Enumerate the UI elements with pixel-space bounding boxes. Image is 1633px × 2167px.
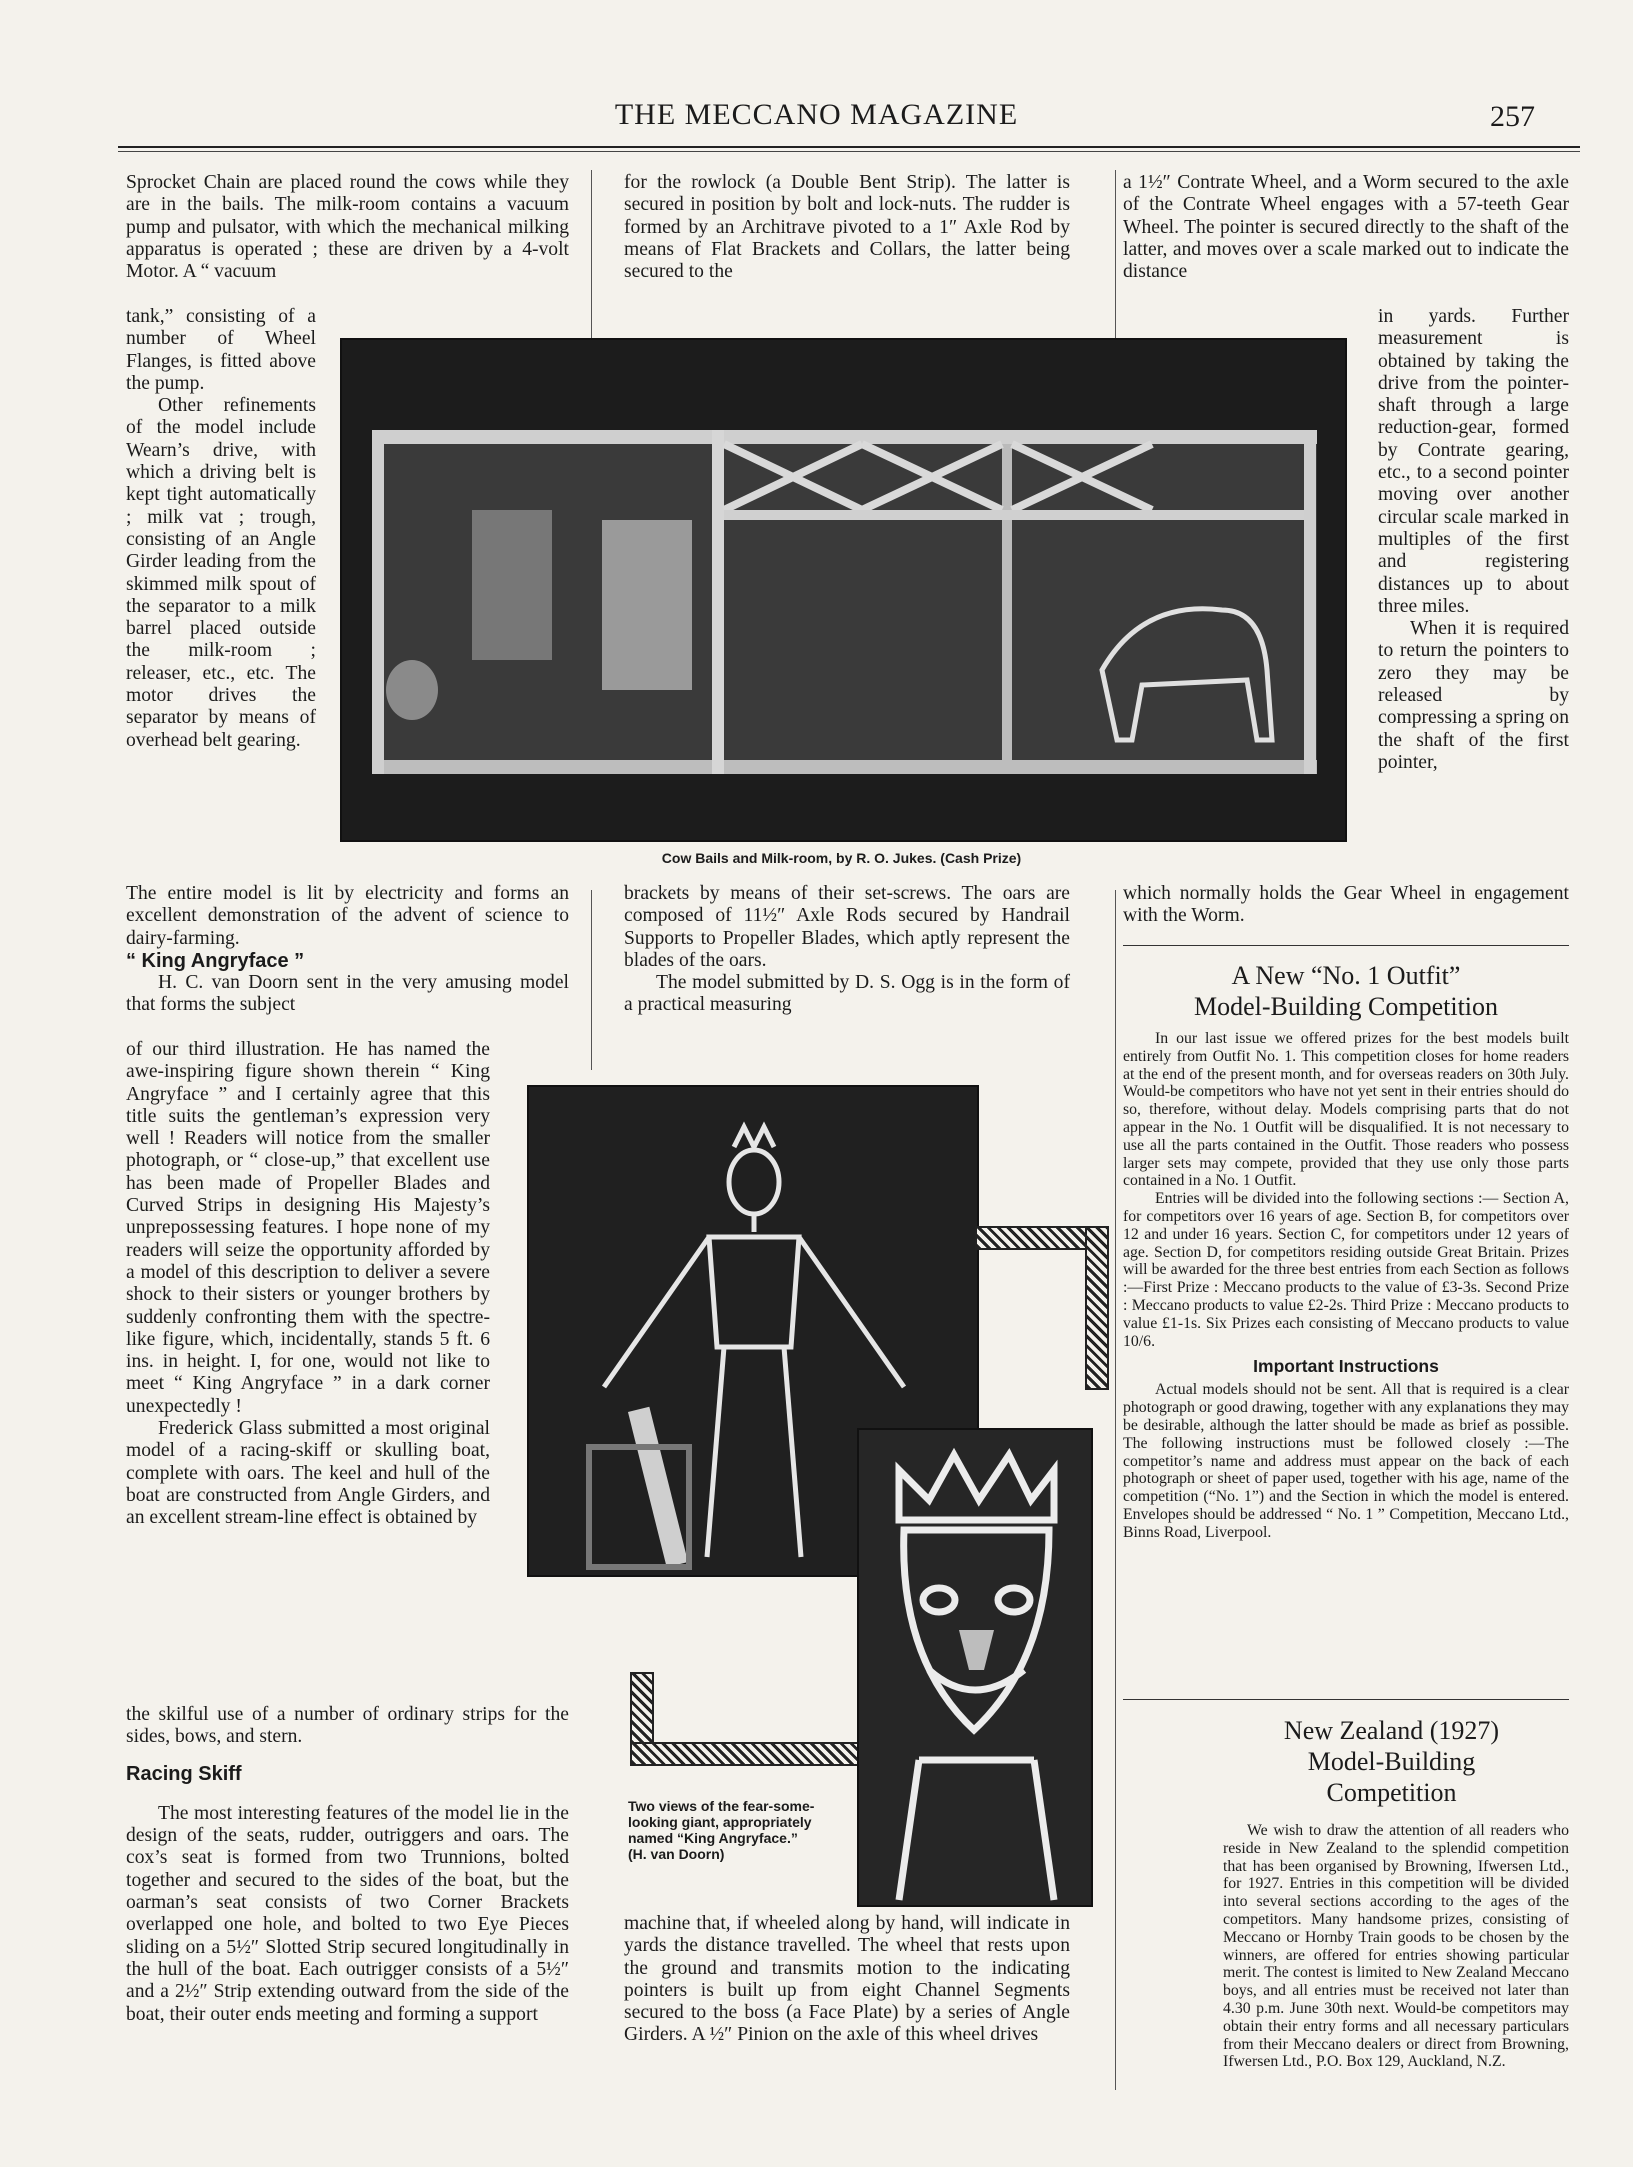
paragraph: the skilful use of a number of ordinary strips for the sides, bows, and stern. [126, 1704, 569, 1748]
paragraph: Other refinements of the model include Wearn’s drive, with which a driving belt is kept tight automatically ; milk vat ; trough, consisting of an Angle Girder leading from the skimmed milk spout of the separator to a milk barrel placed outside the milk-room ; releaser, etc., etc. The motor drives the separator by means of overhead belt gearing. [126, 395, 316, 751]
column-3-middle [1123, 883, 1569, 928]
column-3-narrow [1378, 306, 1569, 774]
instructions-text [1123, 1381, 1569, 1541]
column-rule [1115, 170, 1116, 340]
king-angryface-caption: Two views of the fear-some-looking giant, appropriately named “King Angryface.” (H. van Doorn) [628, 1798, 815, 1862]
cow-bails-photo [340, 338, 1347, 842]
section-rule [1123, 945, 1569, 946]
paragraph: for the rowlock (a Double Bent Strip). The latter is secured in position by bolt and lock-nuts. The rudder is formed by an Architrave pivoted to a 1″ Axle Rod by means of Flat Brackets and Collars, the latter being secured to the [624, 172, 1070, 283]
paragraph: machine that, if wheeled along by hand, will indicate in yards the distance travelled. The wheel that rests upon the ground and transmits motion to the indicating pointers is built up from eight Channel Segments secured to the boss (a Face Plate) by a series of Angle Girders. A ½″ Pinion on the axle of this wheel drives [624, 1913, 1070, 2046]
paragraph: Sprocket Chain are placed round the cows while they are in the bails. The milk-room contains a vacuum pump and pulsator, with which the mechanical milking apparatus is operated ; these are driven by a 4-volt Motor. A “ vacuum [126, 172, 569, 283]
section-rule [1123, 1699, 1569, 1700]
nz-heading: Model-Building [1307, 1747, 1476, 1776]
king-angryface-closeup-photo [857, 1428, 1093, 1907]
paragraph: tank,” consisting of a number of Wheel Flanges, is fitted above the pump. [126, 306, 316, 394]
decorative-frame [630, 1742, 859, 1766]
column-1-top [126, 172, 569, 283]
paragraph: H. C. van Doorn sent in the very amusing model that forms the subject [126, 972, 569, 1016]
competition-text [1123, 1030, 1569, 1350]
nz-heading: New Zealand (1927) [1283, 1716, 1500, 1745]
king-closeup-illustration [859, 1430, 1091, 1905]
paragraph: Actual models should not be sent. All that is required is a clear photograph or good drawing, together with any explanations they may be desirable, although the latter should be made as brief as possible. The following instructions must be followed closely :—The competitor’s name and address must appear on the back of each photograph or sheet of paper used, together with his age, name of the competition (“No. 1”) and the Section in which the model is entered. Envelopes should be addressed “ No. 1 ” Competition, Meccano Ltd., Binns Road, Liverpool. [1123, 1381, 1569, 1541]
column-rule [1115, 890, 1116, 2090]
header-rule [118, 146, 1580, 148]
no1-outfit-competition [1123, 960, 1569, 1542]
nz-competition-text [1123, 1822, 1569, 2071]
paragraph: In our last issue we offered prizes for the best models built entirely from Outfit No. 1. This competition closes for home readers at the end of the present month, and for overseas readers on 30th July. Would-be competitors who have not yet sent in their entries should do so, therefore, without delay. Models comprising parts that do not appear in the No. 1 Outfit will be disqualified. It is not necessary to use all the parts contained in the Outfit. Those readers who possess larger sets may compete, provided that they use only those parts contained in a No. 1 Outfit. [1123, 1030, 1569, 1190]
paragraph: The entire model is lit by electricity and forms an excellent demonstration of the advent of science to dairy-farming. [126, 883, 569, 949]
competition-heading: A New “No. 1 Outfit” [1231, 961, 1461, 990]
decorative-frame [1085, 1226, 1109, 1390]
column-2-bottom [624, 1913, 1070, 2047]
paragraph: a 1½″ Contrate Wheel, and a Worm secured to the axle of the Contrate Wheel engages with a 57-teeth Gear Wheel. The pointer is secured directly to the shaft of the latter, and moves over a scale marked out to indicate the distance [1123, 172, 1569, 283]
paragraph: We wish to draw the attention of all readers who reside in New Zealand to the splendid competition that has been organised by Browning, Ifwersen Ltd., for 1927. Entries in this competition will be divided into several sections according to the ages of the competitors. Many handsome prizes, consisting of Meccano or Hornby Train goods to be chosen by the winners, are offered for entries showing particular merit. The contest is limited to New Zealand Meccano boys, and all entries must be received not later than 4.30 p.m. June 30th next. Would-be competitors may obtain their entry forms and all necessary particulars from their Meccano dealers or direct from Browning, Ifwersen Ltd., P.O. Box 129, Auckland, N.Z. [1223, 1822, 1569, 2071]
paragraph: Entries will be divided into the following sections :— Section A, for competitors over 16 years of age. Section B, for competitors over 12 and under 16 years. Section C, for competitors under 12 years of age. Section D, for competitors residing outside Great Britain. Prizes will be awarded for the three best entries from each Section as follows :—First Prize : Meccano products to the value of £3-3s. Second Prize : Meccano products to value £2-2s. Third Prize : Meccano products to value £1-1s. Six Prizes each consisting of Meccano products to value 10/6. [1123, 1190, 1569, 1350]
column-1-middle [126, 883, 569, 1017]
column-2-top [624, 172, 1070, 283]
column-1-narrow [126, 306, 316, 752]
column-2-middle [624, 883, 1070, 1017]
section-heading-king-angryface: “ King Angryface ” [126, 949, 305, 972]
cow-bails-illustration [342, 340, 1345, 840]
paragraph: of our third illustration. He has named the awe-inspiring figure shown therein “ King Angryface ” and I certainly agree that this title suits the gentleman’s expression very well ! Readers will notice from the smaller photograph, or “ close-up,” that excellent use has been made of Propeller Blades and Curved Strips in designing His Majesty’s unprepossessing features. I hope none of my readers will seize the opportunity afforded by a model of this description to deliver a severe shock to their sisters or younger brothers by suddenly confronting them with the spectre-like figure, which, incidentally, stands 5 ft. 6 ins. in height. I, for one, would not like to meet “ King Angryface ” in a dark corner unexpectedly ! [126, 1039, 490, 1417]
header-rule-thin [118, 151, 1580, 152]
column-rule [591, 170, 592, 340]
decorative-frame [975, 1226, 1089, 1250]
instructions-heading: Important Instructions [1253, 1356, 1439, 1377]
paragraph: When it is required to return the pointers to zero they may be released by compressing a spring on the shaft of the first pointer, [1378, 618, 1570, 773]
paragraph: in yards. Further measurement is obtained by taking the drive from the pointer-shaft through a large reduction-gear, formed by Contrate gearing, etc., to a second pointer moving over another circular scale marked in multiples of the first and registering distances up to about three miles. [1378, 306, 1569, 617]
column-3-top [1123, 172, 1569, 283]
competition-heading: Model-Building Competition [1193, 992, 1499, 1021]
page-number: 257 [1490, 100, 1535, 133]
paragraph: brackets by means of their set-screws. The oars are composed of 11½″ Axle Rods secured by Handrail Supports to Propeller Blades, which aptly represent the blades of the oars. [624, 883, 1070, 971]
paragraph: which normally holds the Gear Wheel in engagement with the Worm. [1123, 883, 1569, 927]
column-1-bottom [126, 1704, 569, 2026]
nz-competition [1214, 1715, 1569, 1808]
cow-bails-caption: Cow Bails and Milk-room, by R. O. Jukes. (Cash Prize) [661, 850, 1022, 866]
nz-heading: Competition [1326, 1778, 1457, 1807]
paragraph: The model submitted by D. S. Ogg is in the form of a practical measuring [624, 972, 1070, 1016]
section-heading-racing-skiff: Racing Skiff [126, 1762, 242, 1785]
magazine-title: THE MECCANO MAGAZINE [614, 98, 1019, 131]
column-1-narrow-2 [126, 1039, 490, 1530]
decorative-frame [630, 1672, 654, 1746]
column-rule [591, 890, 592, 1070]
paragraph: The most interesting features of the model lie in the design of the seats, rudder, outriggers and oars. The cox’s seat is formed from two Trunnions, bolted together and secured to the sides of the boat, but the oarman’s seat consists of two Corner Brackets overlapped one hole, and bolted to two Eye Pieces sliding on a 5½″ Slotted Strip secured longitudinally in the hull of the boat. Each outrigger consists of a 5½″ and a 2½″ Strip extending outward from the side of the boat, their outer ends meeting and forming a support [126, 1802, 569, 2025]
paragraph: Frederick Glass submitted a most original model of a racing-skiff or skulling boat, complete with oars. The keel and hull of the boat are constructed from Angle Girders, and an excellent stream-line effect is obtained by [126, 1418, 490, 1529]
